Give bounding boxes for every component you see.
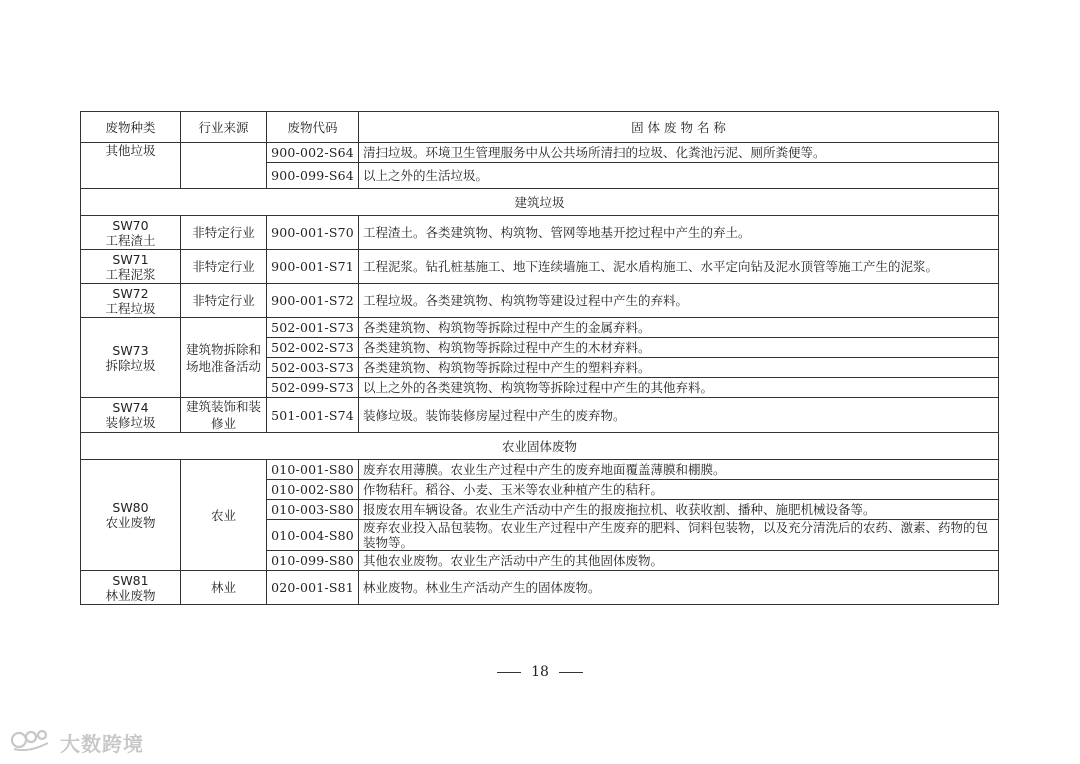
section-row-construction bbox=[81, 189, 999, 216]
category-cell bbox=[81, 284, 181, 318]
category-code: SW72 bbox=[112, 285, 149, 301]
name-cell: 工程垃圾。各类建筑物、构筑物等建设过程中产生的弃料。 bbox=[359, 284, 999, 318]
name-cell: 废弃农用薄膜。农业生产过程中产生的废弃地面覆盖薄膜和棚膜。 bbox=[359, 460, 999, 480]
name-cell: 以上之外的各类建筑物、构筑物等拆除过程中产生的其他弃料。 bbox=[359, 378, 999, 398]
code-cell: 010-004-S80 bbox=[267, 520, 359, 551]
section-title: 建筑垃圾 bbox=[81, 189, 999, 216]
industry-cell bbox=[181, 143, 267, 189]
name-cell: 作物秸秆。稻谷、小麦、玉米等农业种植产生的秸秆。 bbox=[359, 480, 999, 500]
category-cell bbox=[81, 398, 181, 433]
industry-cell: 建筑装饰和装修业 bbox=[181, 398, 267, 433]
name-cell: 清扫垃圾。环境卫生管理服务中从公共场所清扫的垃圾、化粪池污泥、厕所粪便等。 bbox=[359, 143, 999, 163]
header-industry-source: 行业来源 bbox=[181, 112, 267, 143]
category-code: SW71 bbox=[112, 251, 149, 267]
section-row-agriculture bbox=[81, 433, 999, 460]
category-cell bbox=[81, 460, 181, 571]
code-cell: 010-099-S80 bbox=[267, 551, 359, 571]
table-row bbox=[81, 216, 999, 250]
name-cell: 其他农业废物。农业生产活动中产生的其他固体废物。 bbox=[359, 551, 999, 571]
name-cell: 工程渣土。各类建筑物、构筑物、管网等地基开挖过程中产生的弃土。 bbox=[359, 216, 999, 250]
category-code: SW73 bbox=[112, 342, 149, 358]
category-label: 拆除垃圾 bbox=[105, 357, 156, 373]
code-cell: 900-099-S64 bbox=[267, 163, 359, 189]
category-label: 林业废物 bbox=[105, 587, 156, 603]
table-row bbox=[81, 318, 999, 338]
category-cell: 其他垃圾 bbox=[81, 143, 181, 189]
code-cell: 900-001-S70 bbox=[267, 216, 359, 250]
name-cell: 各类建筑物、构筑物等拆除过程中产生的金属弃料。 bbox=[359, 318, 999, 338]
category-label: 工程渣土 bbox=[105, 232, 156, 248]
industry-cell: 建筑物拆除和场地准备活动 bbox=[181, 318, 267, 398]
table-row bbox=[81, 460, 999, 480]
industry-cell: 林业 bbox=[181, 571, 267, 605]
category-code: SW70 bbox=[112, 217, 149, 233]
category-cell bbox=[81, 250, 181, 284]
code-cell: 010-002-S80 bbox=[267, 480, 359, 500]
category-code: SW74 bbox=[112, 400, 149, 415]
code-cell: 502-001-S73 bbox=[267, 318, 359, 338]
industry-cell: 农业 bbox=[181, 460, 267, 571]
page-number bbox=[0, 664, 1080, 680]
header-waste-code: 废物代码 bbox=[267, 112, 359, 143]
table-row bbox=[81, 571, 999, 605]
name-cell: 以上之外的生活垃圾。 bbox=[359, 163, 999, 189]
category-cell bbox=[81, 571, 181, 605]
category-label: 工程泥浆 bbox=[105, 266, 156, 282]
table-row bbox=[81, 250, 999, 284]
table-row bbox=[81, 143, 999, 163]
name-cell: 工程泥浆。钻孔桩基施工、地下连续墙施工、泥水盾构施工、水平定向钻及泥水顶管等施工产生的泥浆。 bbox=[359, 250, 999, 284]
watermark-text: 大数跨境 bbox=[60, 731, 144, 756]
category-label: 装修垃圾 bbox=[105, 415, 156, 430]
category-label: 工程垃圾 bbox=[105, 300, 156, 316]
category-label: 农业废物 bbox=[105, 515, 156, 530]
header-waste-type: 废物种类 bbox=[81, 112, 181, 143]
watermark-logo-icon bbox=[10, 727, 54, 757]
dash-left bbox=[497, 672, 521, 673]
dash-right bbox=[559, 672, 583, 673]
table-row bbox=[81, 284, 999, 318]
name-cell: 林业废物。林业生产活动产生的固体废物。 bbox=[359, 571, 999, 605]
watermark bbox=[10, 727, 144, 757]
name-cell: 各类建筑物、构筑物等拆除过程中产生的木材弃料。 bbox=[359, 338, 999, 358]
table-header-row bbox=[81, 112, 999, 143]
code-cell: 502-099-S73 bbox=[267, 378, 359, 398]
industry-cell: 非特定行业 bbox=[181, 216, 267, 250]
code-cell: 502-003-S73 bbox=[267, 358, 359, 378]
code-cell: 900-001-S71 bbox=[267, 250, 359, 284]
industry-cell: 非特定行业 bbox=[181, 250, 267, 284]
name-cell: 报废农用车辆设备。农业生产活动中产生的报废拖拉机、收获收割、播种、施肥机械设备等。 bbox=[359, 500, 999, 520]
section-title: 农业固体废物 bbox=[81, 433, 999, 460]
name-cell: 废弃农业投入品包装物。农业生产过程中产生废弃的肥料、饲料包装物，以及充分清洗后的农药、激素、药物的包装物等。 bbox=[359, 520, 999, 551]
waste-classification-table bbox=[80, 111, 999, 605]
category-code: SW80 bbox=[112, 500, 149, 515]
category-cell bbox=[81, 216, 181, 250]
name-cell: 各类建筑物、构筑物等拆除过程中产生的塑料弃料。 bbox=[359, 358, 999, 378]
name-cell: 装修垃圾。装饰装修房屋过程中产生的废弃物。 bbox=[359, 398, 999, 433]
code-cell: 010-003-S80 bbox=[267, 500, 359, 520]
page-number-value: 18 bbox=[531, 664, 549, 680]
header-waste-name: 固 体 废 物 名 称 bbox=[359, 112, 999, 143]
category-code: SW81 bbox=[112, 572, 149, 588]
code-cell: 900-001-S72 bbox=[267, 284, 359, 318]
category-cell bbox=[81, 318, 181, 398]
industry-cell: 非特定行业 bbox=[181, 284, 267, 318]
code-cell: 900-002-S64 bbox=[267, 143, 359, 163]
code-cell: 010-001-S80 bbox=[267, 460, 359, 480]
code-cell: 501-001-S74 bbox=[267, 398, 359, 433]
code-cell: 020-001-S81 bbox=[267, 571, 359, 605]
table-row bbox=[81, 398, 999, 433]
code-cell: 502-002-S73 bbox=[267, 338, 359, 358]
